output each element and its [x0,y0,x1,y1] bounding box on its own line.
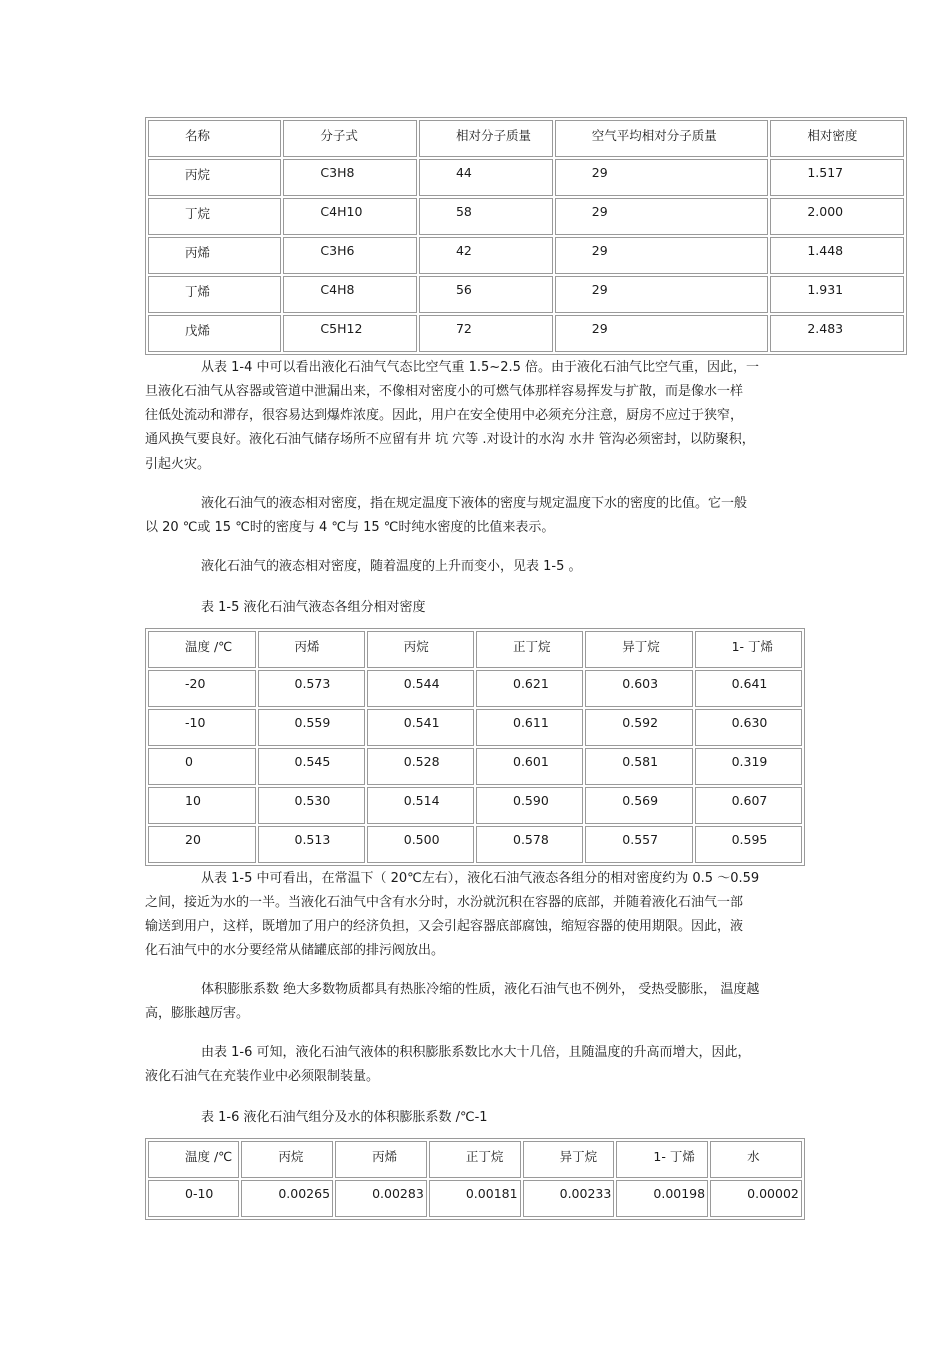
table-header-row [148,120,904,157]
cell: 0.544 [367,670,474,707]
text-line: 旦液化石油气从容器或管道中泄漏出来，不像相对密度小的可燃气体那样容易挥发与扩散，而是像水一样 [145,384,744,399]
cell: 0.578 [476,826,583,863]
header-cell: 空气平均相对分子质量 [555,120,769,157]
table-header-row [148,1141,802,1178]
cell: 29 [555,159,769,196]
cell: 2.483 [770,315,904,352]
table-row [148,315,904,352]
header-cell: 正丁烷 [476,631,583,668]
header-cell: 丙烷 [367,631,474,668]
header-cell: 异丁烷 [523,1141,615,1178]
cell: 44 [419,159,553,196]
table-caption-1-5: 表 1-5 液化石油气液态各组分相对密度 [201,600,426,615]
cell: C3H8 [283,159,417,196]
table-row [148,709,802,746]
text-line: 液化石油气的液态相对密度，指在规定温度下液体的密度与规定温度下水的密度的比值。它一般 [201,496,748,511]
table-row [148,198,904,235]
cell: 丙烷 [148,159,281,196]
cell: 1.517 [770,159,904,196]
cell: 72 [419,315,553,352]
table-row [148,826,802,863]
cell: 0.513 [258,826,365,863]
cell: C4H8 [283,276,417,313]
cell: 0.00265 [241,1180,333,1217]
cell: 0.557 [585,826,692,863]
cell: 56 [419,276,553,313]
cell: C4H10 [283,198,417,235]
cell: 0.541 [367,709,474,746]
cell: 0.00233 [523,1180,615,1217]
text-line: 之间，接近为水的一半。当液化石油气中含有水分时，水汾就沉积在容器的底部，并随着液化石油气一部 [145,895,744,910]
cell: 29 [555,276,769,313]
cell: 0.641 [695,670,802,707]
header-cell: 温度 /℃ [148,1141,239,1178]
cell: 0.514 [367,787,474,824]
text-line: 从表 1-5 中可看出，在常温下（ 20℃左右），液化石油气液态各组分的相对密度约为 0.5 ～0.59 [201,871,760,886]
cell: 0.581 [585,748,692,785]
header-cell: 正丁烷 [429,1141,521,1178]
cell: 丁烷 [148,198,281,235]
text-line: 化石油气中的水分要经常从储罐底部的排污阀放出。 [145,943,445,958]
header-cell: 水 [710,1141,802,1178]
cell: 0.611 [476,709,583,746]
cell: 0.319 [695,748,802,785]
cell: 29 [555,315,769,352]
cell: 1.931 [770,276,904,313]
text-line: 往低处流动和滞存，很容易达到爆炸浓度。因此，用户在安全使用中必须充分注意，厨房不应过于狭窄， [145,408,744,423]
header-cell: 1- 丁烯 [695,631,802,668]
text-line: 通风换气要良好。液化石油气储存场所不应留有井 坑 穴等 .对设计的水沟 水井 管沟必须密封，以防聚积， [145,432,755,447]
cell: C3H6 [283,237,417,274]
header-cell: 丙烯 [335,1141,427,1178]
header-cell: 异丁烷 [585,631,692,668]
cell: 0.630 [695,709,802,746]
cell: -20 [148,670,256,707]
cell: 0.592 [585,709,692,746]
cell: 0.601 [476,748,583,785]
table-1 [145,117,907,355]
cell: 29 [555,237,769,274]
cell: 0.500 [367,826,474,863]
header-cell: 相对分子质量 [419,120,553,157]
text-line: 输送到用户，这样，既增加了用户的经济负担，又会引起容器底部腐蚀，缩短容器的使用期限。因此，液 [145,919,744,934]
text-line: 由表 1-6 可知，液化石油气液体的积积膨胀系数比水大十几倍，且随温度的升高而增大，因此， [201,1045,751,1060]
cell: 0.00198 [616,1180,708,1217]
cell: 戊烯 [148,315,281,352]
text-line: 高，膨胀越厉害。 [145,1006,250,1021]
cell: 29 [555,198,769,235]
cell: 0.590 [476,787,583,824]
table-row [148,670,802,707]
text-line: 从表 1-4 中可以看出液化石油气气态比空气重 1.5~2.5 倍。由于液化石油气比空气重，因此，一 [201,360,760,375]
text-line: 引起火灾。 [145,457,211,472]
table-row [148,748,802,785]
text-line: 液化石油气在充装作业中必须限制装量。 [145,1069,380,1084]
table-row [148,787,802,824]
cell: 0.569 [585,787,692,824]
text-line: 以 20 ℃或 15 ℃时的密度与 4 ℃与 15 ℃时纯水密度的比值来表示。 [145,520,555,535]
paragraph-3: 液化石油气的液态相对密度，随着温度的上升而变小，见表 1-5 。 [201,559,582,574]
table-row [148,1180,802,1217]
cell: 0-10 [148,1180,239,1217]
header-cell: 丙烯 [258,631,365,668]
cell: 0.573 [258,670,365,707]
header-cell: 1- 丁烯 [616,1141,708,1178]
table-header-row [148,631,802,668]
header-cell: 温度 /℃ [148,631,256,668]
cell: 0 [148,748,256,785]
table-row [148,237,904,274]
cell: 0.00181 [429,1180,521,1217]
header-cell: 丙烷 [241,1141,333,1178]
table-row [148,276,904,313]
cell: 2.000 [770,198,904,235]
cell: 0.528 [367,748,474,785]
cell: 0.603 [585,670,692,707]
header-cell: 名称 [148,120,281,157]
cell: 0.530 [258,787,365,824]
cell: 58 [419,198,553,235]
cell: 0.00002 [710,1180,802,1217]
cell: 20 [148,826,256,863]
cell: 0.00283 [335,1180,427,1217]
cell: 1.448 [770,237,904,274]
cell: 丙烯 [148,237,281,274]
cell: C5H12 [283,315,417,352]
cell: -10 [148,709,256,746]
table-caption-1-6: 表 1-6 液化石油气组分及水的体积膨胀系数 /℃-1 [201,1110,488,1125]
cell: 0.621 [476,670,583,707]
cell: 42 [419,237,553,274]
table-1-6 [145,1138,805,1220]
cell: 丁烯 [148,276,281,313]
cell: 0.595 [695,826,802,863]
table-1-5 [145,628,805,866]
header-cell: 分子式 [283,120,417,157]
cell: 10 [148,787,256,824]
cell: 0.545 [258,748,365,785]
table-row [148,159,904,196]
cell: 0.559 [258,709,365,746]
text-line: 体积膨胀系数 绝大多数物质都具有热胀冷缩的性质，液化石油气也不例外， 受热受膨胀， 温度越 [201,982,760,997]
header-cell: 相对密度 [770,120,904,157]
cell: 0.607 [695,787,802,824]
